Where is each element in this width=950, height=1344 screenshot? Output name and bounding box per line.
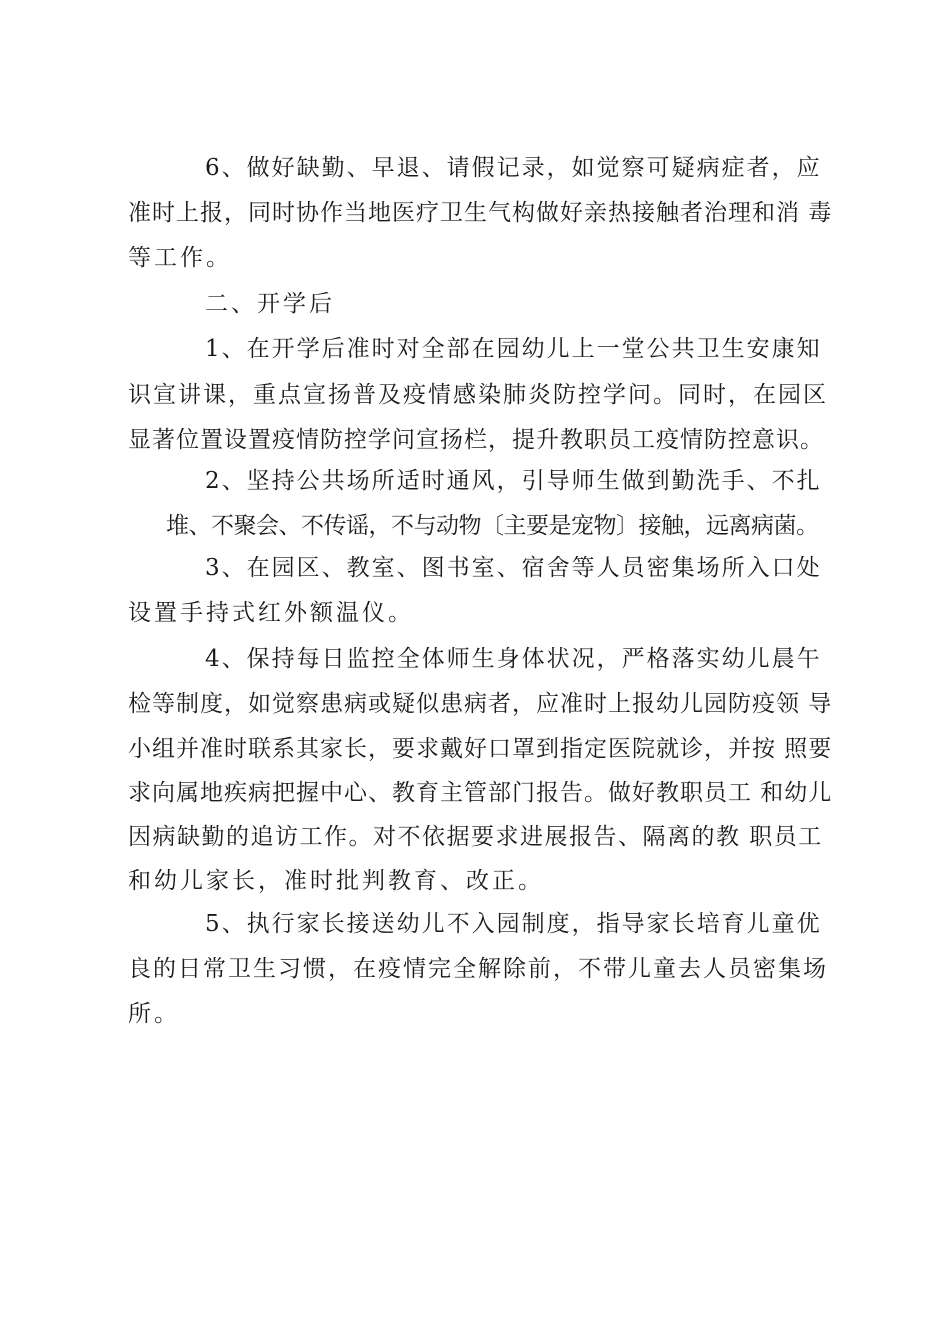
section-heading: 二、开学后 xyxy=(205,291,335,317)
text-line: 显著位置设置疫情防控学问宣扬栏，提升教职员工疫情防控意识。 xyxy=(128,427,824,453)
text-line: 4、保持每日监控全体师生身体状况，严格落实幼儿晨午 xyxy=(205,646,822,672)
text-line: 堆、不聚会、不传谣，不与动物〔主要是宠物〕接触，远离病菌。 xyxy=(166,513,819,539)
text-line: 3、在园区、教室、图书室、宿舍等人员密集场所入口处 xyxy=(205,555,822,581)
text-line: 2、坚持公共场所适时通风，引导师生做到勤洗手、不扎 xyxy=(205,468,822,494)
text-line: 检等制度，如觉察患病或疑似患病者，应准时上报幼儿园防疫领 导 xyxy=(128,691,833,717)
text-line: 和幼儿家长，准时批判教育、改正。 xyxy=(128,868,544,894)
text-line: 5、执行家长接送幼儿不入园制度，指导家长培育儿童优 xyxy=(205,911,822,937)
text-line: 6、做好缺勤、早退、请假记录，如觉察可疑病症者，应 xyxy=(205,155,822,181)
text-line: 良的日常卫生习惯，在疫情完全解除前，不带儿童去人员密集场 xyxy=(128,956,828,982)
text-line: 1、在开学后准时对全部在园幼儿上一堂公共卫生安康知 xyxy=(205,336,822,362)
text-line: 设置手持式红外额温仪。 xyxy=(128,600,414,626)
text-line: 小组并准时联系其家长，要求戴好口罩到指定医院就诊，并按 照要 xyxy=(128,736,833,762)
text-line: 识宣讲课，重点宣扬普及疫情感染肺炎防控学问。同时，在园区 xyxy=(128,382,828,408)
text-line: 所。 xyxy=(128,1001,180,1027)
text-line: 准时上报，同时协作当地医疗卫生气构做好亲热接触者治理和消 毒 xyxy=(128,200,833,226)
text-line: 因病缺勤的追访工作。对不依据要求进展报告、隔离的教 职员工 xyxy=(128,824,823,850)
text-line: 等工作。 xyxy=(128,245,232,271)
text-line: 求向属地疾病把握中心、教育主管部门报告。做好教职员工 和幼儿 xyxy=(128,780,833,806)
